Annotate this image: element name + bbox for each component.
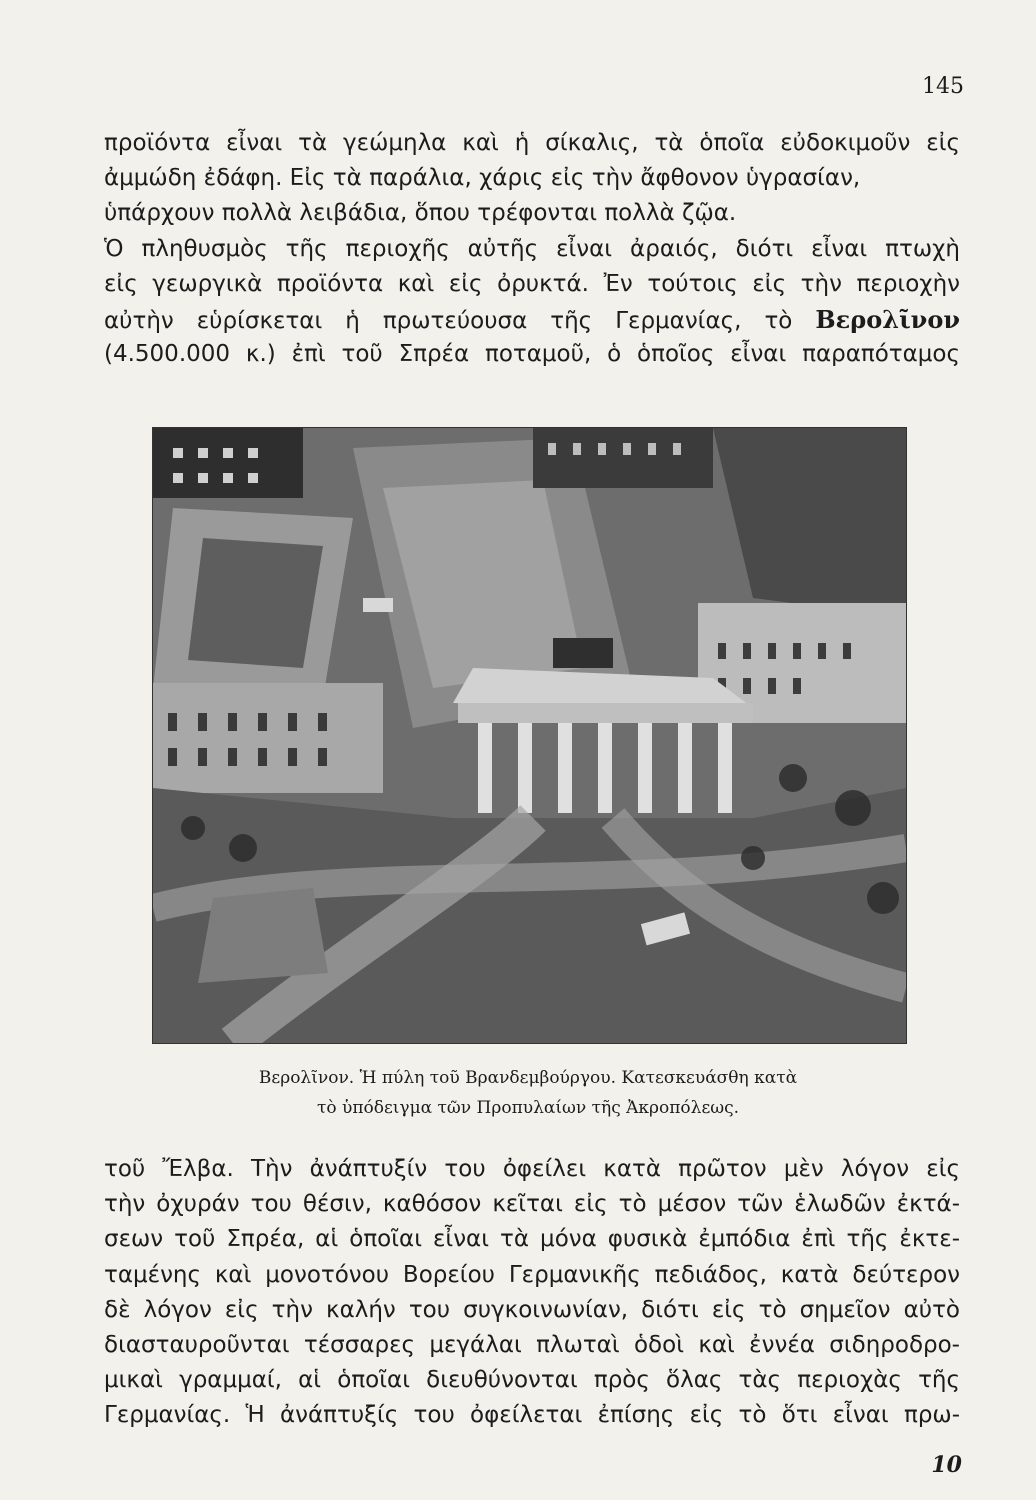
- top-paragraph: [104, 126, 960, 372]
- text-line: σεων τοῦ Σπρέα, αἱ ὁποῖαι εἶναι τὰ μόνα φυσικὰ ἐμπόδια ἐπὶ τῆς ἐκτε-: [104, 1226, 960, 1253]
- text-line: μικαὶ γραμμαί, αἱ ὁποῖαι διευθύνονται πρὸς ὅλας τὰς περιοχὰς τῆς: [104, 1367, 960, 1394]
- caption-line: Βερολῖνον. Ἡ πύλη τοῦ Βρανδεμβούργου. Κατεσκευάσθη κατὰ: [258, 1068, 798, 1088]
- page-number: 145: [922, 74, 964, 99]
- text-line: [104, 302, 960, 337]
- text-span: αὐτὴν εὑρίσκεται ἡ πρωτεύουσα τῆς Γερμανίας, τὸ: [104, 307, 793, 334]
- city-name-bold: Βερολῖνον: [815, 304, 960, 334]
- text-line: Γερμανίας. Ἡ ἀνάπτυξίς του ὀφείλεται ἐπίσης εἰς τὸ ὅτι εἶναι πρω-: [104, 1402, 960, 1429]
- text-line: ὑπάρχουν πολλὰ λειβάδια, ὅπου τρέφονται πολλὰ ζῷα.: [104, 200, 737, 227]
- text-line: δὲ λόγον εἰς τὴν καλήν του συγκοινωνίαν, διότι εἰς τὸ σημεῖον αὐτὸ: [104, 1296, 960, 1323]
- text-line: τοῦ Ἔλβα. Τὴν ἀνάπτυξίν του ὀφείλει κατὰ πρῶτον μὲν λόγον εἰς: [104, 1156, 960, 1182]
- text-line: ταμένης καὶ μονοτόνου Βορείου Γερμανικῆς πεδιάδος, κατὰ δεύτερον: [104, 1261, 960, 1288]
- text-line: προϊόντα εἶναι τὰ γεώμηλα καὶ ἡ σίκαλις, τὰ ὁποῖα εὐδοκιμοῦν εἰς: [104, 130, 960, 156]
- caption-line: τὸ ὑπόδειγμα τῶν Προπυλαίων τῆς Ἀκροπόλεως.: [316, 1098, 740, 1118]
- signature-mark: 10: [931, 1452, 962, 1478]
- text-line: εἰς γεωργικὰ προϊόντα καὶ εἰς ὀρυκτά. Ἐν τούτοις εἰς τὴν περιοχὴν: [104, 270, 960, 297]
- text-line: Ὁ πληθυσμὸς τῆς περιοχῆς αὐτῆς εἶναι ἀραιός, διότι εἶναι πτωχὴ: [104, 235, 960, 262]
- text-line: ἀμμώδη ἐδάφη. Εἰς τὰ παράλια, χάρις εἰς τὴν ἄφθονον ὑγρασίαν,: [104, 165, 861, 192]
- photo-caption: [150, 1063, 906, 1123]
- text-line: (4.500.000 κ.) ἐπὶ τοῦ Σπρέα ποταμοῦ, ὁ ὁποῖος εἶναι παραπόταμος: [104, 341, 960, 368]
- brandenburg-gate-photo: [152, 427, 907, 1044]
- bottom-paragraph: [104, 1152, 960, 1434]
- text-line: τὴν ὀχυράν του θέσιν, καθόσον κεῖται εἰς τὸ μέσον τῶν ἑλωδῶν ἐκτά-: [104, 1191, 960, 1218]
- text-line: διασταυροῦνται τέσσαρες μεγάλαι πλωταὶ ὁδοὶ καὶ ἐννέα σιδηροδρο-: [104, 1331, 960, 1358]
